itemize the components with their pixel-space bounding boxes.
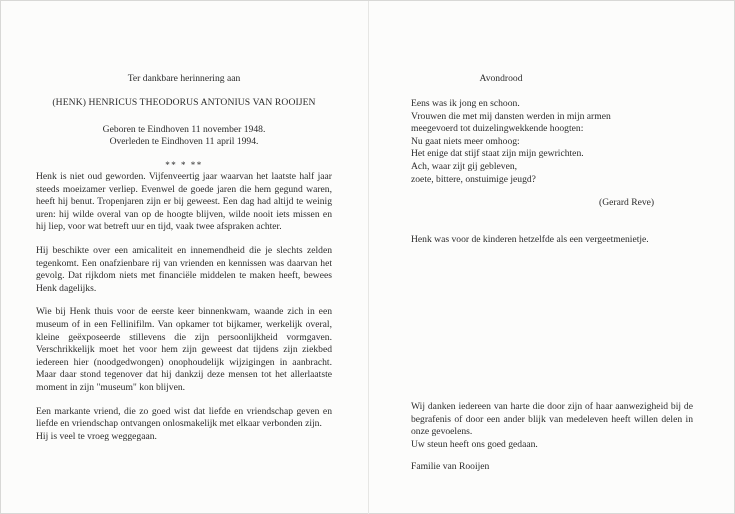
poem-line: Het enige dat stijf staat zijn mijn gewrichten. [411, 148, 584, 160]
life-dates [36, 124, 332, 149]
poem-line: zoete, bittere, onstuimige jeugd? [411, 173, 536, 185]
separator: ** * ** [165, 160, 203, 170]
poem-line: Eens was ik jong en schoon. [411, 98, 520, 109]
poem [411, 98, 711, 186]
poem-line: meegevoerd tot duizelingwekkende hoogten: [411, 123, 584, 135]
fold-line [368, 1, 369, 514]
biography-paragraph: Henk is niet oud geworden. Vijfenveertig jaar waarvan het laatste half jaar steeds moeizamer verliep. Evenwel de goede jaren die hem gegund waren, heeft hij benut. Tropenjaren zijn er bij geweest. Een dag had altijd te weinig uren: hij wilde overal van op de hoogte blijven, wilde nooit iets missen en hij liep, voor wat betreft uur en tijd, vaak twee afspraken achter. [36, 171, 332, 233]
deceased-name: (HENK) HENRICUS THEODORUS ANTONIUS VAN ROOIJEN [52, 97, 316, 108]
poem-line: Nu gaat niets meer omhoog: [411, 135, 520, 147]
poem-line: Ach, waar zijt gij gebleven, [411, 160, 518, 172]
dedication-header: Ter dankbare herinnering aan [127, 73, 241, 84]
biography-paragraph: Een markante vriend, die zo goed wist dat liefde en vriendschap geven en liefde en vriendschap ontvangen onlosmakelijk met elkaar verbonden zijn. [36, 405, 332, 430]
death-date: Overleden te Eindhoven 11 april 1994. [109, 136, 259, 148]
poem-author: (Gerard Reve) [599, 197, 655, 208]
thanks-text: Wij danken iedereen van harte die door zijn of haar aanwezigheid bij de begrafenis of door een ander blijk van medeleven heeft willen delen in onze gevoelens. [411, 401, 693, 438]
thanks-message [411, 401, 693, 451]
children-line: Henk was voor de kinderen hetzelfde als een vergeetmenietje. [411, 234, 649, 245]
poem-title: Avondrood [479, 73, 523, 84]
support-line: Uw steun heeft ons goed gedaan. [411, 438, 538, 450]
family-signature: Familie van Rooijen [411, 461, 490, 472]
birth-date: Geboren te Eindhoven 11 november 1948. [102, 124, 266, 135]
closing-line: Hij is veel te vroeg weggegaan. [36, 430, 157, 442]
biography-paragraph: Wie bij Henk thuis voor de eerste keer binnenkwam, waande zich in een museum of in een Fellinifilm. Van opkamer tot bijkamer, werkelijk overal, kleine geëxposeerde stillevens die zijn persoonlijkheid vormgaven. Verschrikkelijk moet het voor hem zijn geweest dat tijdens zijn ziekbed iedereen hier (noodgedwongen) onophoudelijk wijzigingen in aanbracht. Maar daar stond tegenover dat hij dankzij deze mensen tot het allerlaatste moment in zijn "museum" kon blijven. [36, 306, 332, 393]
biography [36, 171, 332, 443]
biography-paragraph: Hij beschikte over een amicaliteit en innemendheid die je slechts zelden tegenkomt. Een onafzienbare rij van vrienden en kennissen was daarvan het gevolg. Dat rijkdom niets met financiële middelen te maken heeft, bewees Henk dagelijks. [36, 244, 332, 294]
poem-line: Vrouwen die met mij dansten werden in mijn armen [411, 110, 611, 122]
